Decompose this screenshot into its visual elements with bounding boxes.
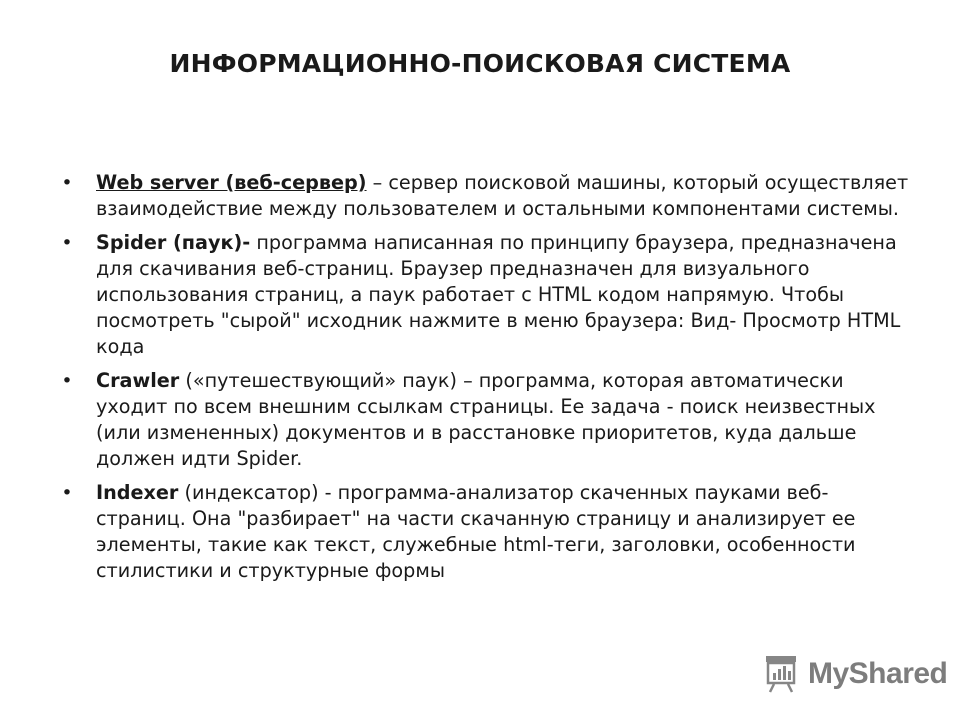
bullet-term: Indexer bbox=[96, 481, 179, 504]
bullet-term: Web server (веб-сервер) bbox=[96, 171, 367, 194]
watermark-logo bbox=[762, 652, 947, 696]
bullet-text: – сервер поисковой машины, который осуществляет взаимодействие между пользователем и остальными компонентами системы. bbox=[96, 171, 909, 220]
bullet-text: (индексатор) - программа-анализатор скаченных пауками веб-страниц. Она "разбирает" на части скачанную страницу и анализирует ее элементы, такие как текст, служебные html-теги, заголовки, особенности стилистики и структурные формы bbox=[96, 481, 856, 582]
bullet-dot-icon: • bbox=[61, 370, 73, 392]
slide-title: ИНФОРМАЦИОННО-ПОИСКОВАЯ СИСТЕМА bbox=[169, 49, 791, 78]
presentation-board-icon bbox=[762, 654, 800, 694]
bullet-term: Spider (паук)- bbox=[96, 231, 251, 254]
watermark-text: MyShared bbox=[808, 657, 948, 690]
bullet-dot-icon: • bbox=[61, 172, 73, 194]
bullet-text: программа написанная по принципу браузера, предназначена для скачивания веб-страниц. Браузер предназначен для визуального использования страниц, а паук работает с HTML кодом напрямую. Чтобы посмотреть "сырой" исходник нажмите в меню браузера: Вид- Просмотр HTML кода bbox=[96, 231, 901, 358]
bullet-item-indexer bbox=[60, 480, 910, 584]
bullet-term: Crawler bbox=[96, 369, 180, 392]
bullet-item-spider bbox=[60, 230, 910, 360]
bullet-list bbox=[60, 170, 910, 592]
bullet-dot-icon: • bbox=[61, 232, 73, 254]
bullet-item-crawler bbox=[60, 368, 910, 472]
bullet-item-web-server bbox=[60, 170, 910, 222]
bullet-text: («путешествующий» паук) – программа, которая автоматически уходит по всем внешним ссылкам страницы. Ее задача - поиск неизвестных (или измененных) документов и в расстановке приоритетов, куда дальше должен идти Spider. bbox=[96, 369, 876, 470]
bullet-dot-icon: • bbox=[61, 482, 73, 504]
